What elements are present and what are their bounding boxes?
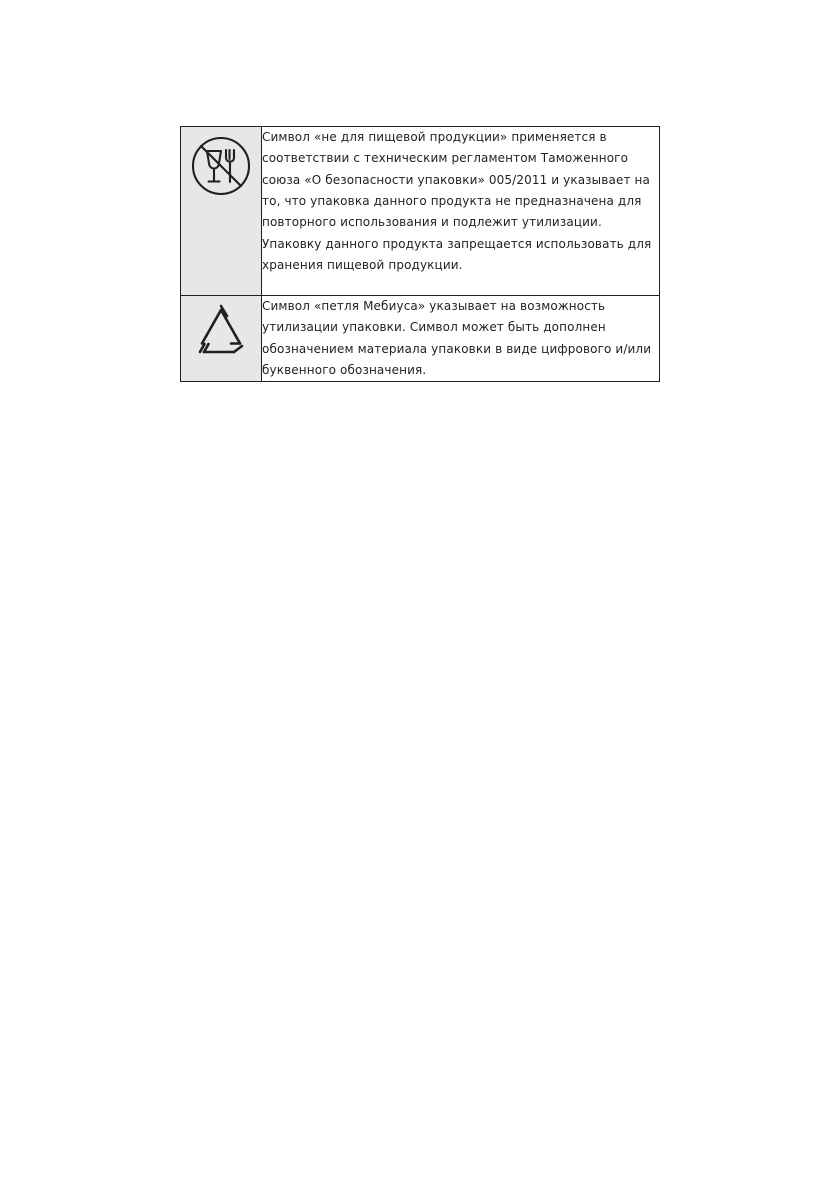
symbol-description-cell [262, 127, 660, 296]
symbol-description-cell [262, 296, 660, 382]
not-for-food-contact-icon [181, 127, 261, 205]
symbol-icon-cell [181, 296, 262, 382]
table-row [181, 127, 660, 296]
symbol-description-text: Символ «петля Мебиуса» указывает на возможность утилизации упаковки. Символ может быть дополнен обозначением материала упаковки в виде цифрового и/или буквенного обозначения. [262, 299, 652, 378]
symbol-icon-cell [181, 127, 262, 296]
packaging-symbols-table [180, 126, 660, 382]
mobius-loop-recycling-icon [181, 296, 261, 368]
symbol-description-text: Символ «не для пищевой продукции» применяется в соответствии с техническим регламентом Таможенного союза «О безопасности упаковки» 005/2011 и указывает на то, что упаковка данного продукта не предназначена для повторного использования и подлежит утилизации. Упаковку данного продукта запрещается использовать для хранения пищевой продукции. [262, 130, 652, 273]
table-row [181, 296, 660, 382]
